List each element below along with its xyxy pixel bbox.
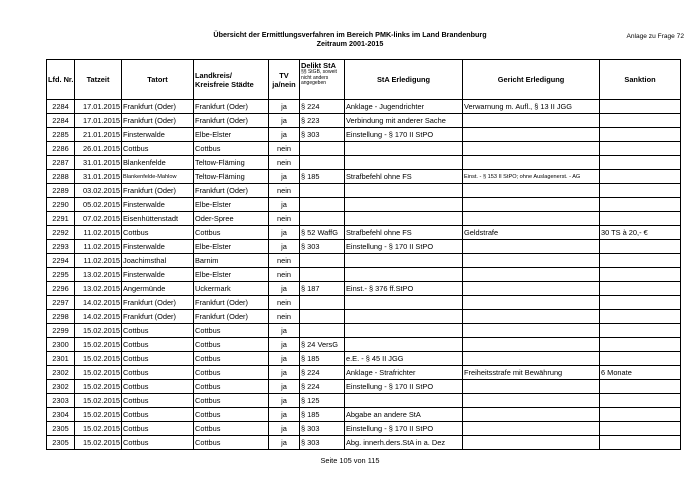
cell-tatzeit: 31.01.2015 [75,156,122,170]
cell-sanktion [600,100,681,114]
cell-tatort: Eisenhüttenstadt [122,212,194,226]
cell-nr: 2304 [47,408,75,422]
cell-delikt: § 224 [300,100,345,114]
cell-tatzeit: 17.01.2015 [75,114,122,128]
cell-delikt: § 303 [300,240,345,254]
table-row [47,408,681,422]
cell-landkreis: Frankfurt (Oder) [194,114,269,128]
cell-landkreis: Oder-Spree [194,212,269,226]
cell-delikt: § 224 [300,366,345,380]
cell-nr: 2300 [47,338,75,352]
cell-gericht-erledigung: Freiheitsstrafe mit Bewährung [463,366,600,380]
cell-sta-erledigung: Einstellung - § 170 II StPO [345,422,463,436]
cell-delikt: § 223 [300,114,345,128]
cell-gericht-erledigung [463,380,600,394]
cell-nr: 2302 [47,380,75,394]
cell-delikt [300,184,345,198]
cell-sta-erledigung: e.E. - § 45 II JGG [345,352,463,366]
cell-sanktion [600,128,681,142]
cell-landkreis: Cottbus [194,142,269,156]
cell-gericht-erledigung [463,156,600,170]
cell-gericht-erledigung [463,198,600,212]
cell-tatzeit: 15.02.2015 [75,366,122,380]
cell-tatort: Cottbus [122,142,194,156]
table-row [47,142,681,156]
cell-tatort: Cottbus [122,338,194,352]
cell-landkreis: Cottbus [194,380,269,394]
cell-landkreis: Cottbus [194,394,269,408]
cell-tatort: Cottbus [122,366,194,380]
cell-tv: ja [269,352,300,366]
table-row [47,338,681,352]
cell-delikt: § 185 [300,352,345,366]
cell-gericht-erledigung [463,240,600,254]
cell-sanktion [600,394,681,408]
cell-delikt: § 303 [300,128,345,142]
cell-nr: 2286 [47,142,75,156]
col-header-tatort: Tatort [122,60,194,100]
table-row [47,366,681,380]
cell-sanktion: 6 Monate [600,366,681,380]
cell-sta-erledigung [345,156,463,170]
cell-tatort: Cottbus [122,380,194,394]
cell-landkreis: Elbe-Elster [194,128,269,142]
cell-gericht-erledigung [463,114,600,128]
cell-tv: ja [269,198,300,212]
cell-tatzeit: 11.02.2015 [75,226,122,240]
cell-tatort: Frankfurt (Oder) [122,310,194,324]
table-row [47,324,681,338]
cell-tatzeit: 05.02.2015 [75,198,122,212]
cell-landkreis: Elbe-Elster [194,198,269,212]
cell-landkreis: Cottbus [194,366,269,380]
table-body [47,100,681,450]
cell-delikt [300,268,345,282]
cell-sanktion [600,352,681,366]
cell-nr: 2303 [47,394,75,408]
cell-tv: ja [269,324,300,338]
cell-tatzeit: 17.01.2015 [75,100,122,114]
table-row [47,296,681,310]
cell-sta-erledigung: Anklage - Strafrichter [345,366,463,380]
cell-delikt: § 52 WaffG [300,226,345,240]
title-line-1: Übersicht der Ermittlungsverfahren im Bereich PMK-links im Land Brandenburg [213,30,487,39]
cell-delikt: § 303 [300,436,345,450]
annex-note: Anlage zu Frage 72 [626,33,684,40]
cell-tatzeit: 15.02.2015 [75,380,122,394]
table-row [47,170,681,184]
cell-tatzeit: 14.02.2015 [75,296,122,310]
cell-tv: ja [269,380,300,394]
cell-tatzeit: 31.01.2015 [75,170,122,184]
cell-sta-erledigung: Abg. innerh.ders.StA in a. Dez [345,436,463,450]
table-row [47,436,681,450]
cell-landkreis: Uckermark [194,282,269,296]
cell-sta-erledigung: Anklage - Jugendrichter [345,100,463,114]
cell-sanktion: 30 TS à 20,- € [600,226,681,240]
cell-delikt [300,156,345,170]
table-row [47,352,681,366]
cell-delikt: § 303 [300,422,345,436]
cell-tatzeit: 14.02.2015 [75,310,122,324]
cell-tv: ja [269,366,300,380]
cell-gericht-erledigung [463,184,600,198]
table-row [47,184,681,198]
cell-nr: 2284 [47,114,75,128]
cell-sta-erledigung: Einstellung - § 170 II StPO [345,128,463,142]
cell-tatzeit: 15.02.2015 [75,422,122,436]
cell-sanktion [600,296,681,310]
cell-tv: ja [269,128,300,142]
cell-nr: 2305 [47,422,75,436]
cell-delikt [300,296,345,310]
cell-tatort: Cottbus [122,324,194,338]
table-row [47,268,681,282]
cell-tatort: Frankfurt (Oder) [122,184,194,198]
cell-landkreis: Frankfurt (Oder) [194,100,269,114]
cell-tatort: Frankfurt (Oder) [122,114,194,128]
cell-sta-erledigung [345,310,463,324]
cell-tatzeit: 21.01.2015 [75,128,122,142]
cell-tv: ja [269,114,300,128]
cell-delikt [300,142,345,156]
col-header-tv: TV ja/nein [269,60,300,100]
cell-tatzeit: 15.02.2015 [75,352,122,366]
cell-sta-erledigung: Einst.- § 376 ff.StPO [345,282,463,296]
page-number: Seite 105 von 115 [320,456,380,465]
table-row [47,226,681,240]
cell-sta-erledigung: Einstellung - § 170 II StPO [345,380,463,394]
title-line-2: Zeitraum 2001-2015 [316,39,384,48]
cell-sta-erledigung: Strafbefehl ohne FS [345,226,463,240]
cell-nr: 2289 [47,184,75,198]
cell-tv: nein [269,268,300,282]
cell-gericht-erledigung [463,128,600,142]
cell-delikt: § 185 [300,170,345,184]
cell-nr: 2301 [47,352,75,366]
cell-nr: 2296 [47,282,75,296]
cell-sta-erledigung [345,198,463,212]
cell-landkreis: Teltow-Fläming [194,156,269,170]
cell-tv: nein [269,156,300,170]
cell-sta-erledigung [345,296,463,310]
cell-delikt [300,212,345,226]
proceedings-table [46,59,681,450]
col-header-delikt: Delikt StA §§ StGB, soweit nicht anders angegeben [300,60,345,100]
cell-landkreis: Frankfurt (Oder) [194,310,269,324]
cell-sanktion [600,408,681,422]
cell-tatzeit: 03.02.2015 [75,184,122,198]
table-row [47,310,681,324]
cell-landkreis: Barnim [194,254,269,268]
cell-nr: 2297 [47,296,75,310]
cell-sanktion [600,338,681,352]
cell-gericht-erledigung [463,254,600,268]
cell-tatzeit: 15.02.2015 [75,338,122,352]
table-row [47,254,681,268]
cell-tv: nein [269,142,300,156]
cell-landkreis: Elbe-Elster [194,240,269,254]
cell-tv: ja [269,422,300,436]
cell-tatort: Angermünde [122,282,194,296]
cell-tatzeit: 13.02.2015 [75,282,122,296]
cell-sanktion [600,324,681,338]
cell-tatzeit: 13.02.2015 [75,268,122,282]
cell-tatzeit: 26.01.2015 [75,142,122,156]
col-header-landkreis: Landkreis/ Kreisfreie Städte [194,60,269,100]
cell-nr: 2298 [47,310,75,324]
cell-nr: 2299 [47,324,75,338]
cell-gericht-erledigung [463,324,600,338]
cell-tatzeit: 11.02.2015 [75,254,122,268]
cell-sta-erledigung [345,212,463,226]
cell-gericht-erledigung [463,268,600,282]
cell-tatort: Blankenfelde-Mahlow [122,170,194,184]
cell-gericht-erledigung [463,212,600,226]
cell-sanktion [600,198,681,212]
cell-tv: ja [269,170,300,184]
cell-gericht-erledigung [463,436,600,450]
cell-sanktion [600,170,681,184]
cell-nr: 2290 [47,198,75,212]
cell-nr: 2295 [47,268,75,282]
cell-nr: 2285 [47,128,75,142]
col-header-gericht: Gericht Erledigung [463,60,600,100]
cell-tv: nein [269,184,300,198]
cell-sanktion [600,156,681,170]
col-header-tatzeit: Tatzeit [75,60,122,100]
cell-tatort: Cottbus [122,422,194,436]
cell-tatzeit: 07.02.2015 [75,212,122,226]
cell-sanktion [600,310,681,324]
cell-sta-erledigung [345,268,463,282]
cell-delikt [300,198,345,212]
cell-tv: ja [269,338,300,352]
cell-sanktion [600,282,681,296]
cell-tv: nein [269,254,300,268]
cell-gericht-erledigung [463,296,600,310]
cell-landkreis: Cottbus [194,352,269,366]
cell-nr: 2288 [47,170,75,184]
cell-sta-erledigung [345,254,463,268]
cell-landkreis: Cottbus [194,226,269,240]
cell-gericht-erledigung [463,310,600,324]
cell-tv: nein [269,212,300,226]
table-row [47,240,681,254]
cell-sanktion [600,212,681,226]
cell-gericht-erledigung: Verwarnung m. Aufl., § 13 II JGG [463,100,600,114]
cell-sta-erledigung [345,142,463,156]
cell-nr: 2287 [47,156,75,170]
cell-nr: 2292 [47,226,75,240]
cell-nr: 2294 [47,254,75,268]
cell-sanktion [600,422,681,436]
cell-tatort: Blankenfelde [122,156,194,170]
cell-sanktion [600,254,681,268]
cell-tatort: Finsterwalde [122,128,194,142]
cell-tatort: Joachimsthal [122,254,194,268]
cell-tv: ja [269,240,300,254]
cell-gericht-erledigung: Geldstrafe [463,226,600,240]
cell-gericht-erledigung [463,422,600,436]
table-row [47,422,681,436]
cell-nr: 2305 [47,436,75,450]
cell-sta-erledigung: Strafbefehl ohne FS [345,170,463,184]
cell-tatzeit: 15.02.2015 [75,408,122,422]
cell-sanktion [600,184,681,198]
cell-tv: ja [269,226,300,240]
cell-landkreis: Frankfurt (Oder) [194,184,269,198]
cell-gericht-erledigung [463,142,600,156]
cell-tatzeit: 11.02.2015 [75,240,122,254]
col-header-sanktion: Sanktion [600,60,681,100]
cell-sta-erledigung [345,324,463,338]
cell-sanktion [600,240,681,254]
cell-delikt: § 187 [300,282,345,296]
cell-tatort: Frankfurt (Oder) [122,296,194,310]
cell-landkreis: Frankfurt (Oder) [194,296,269,310]
cell-delikt: § 24 VersG [300,338,345,352]
table-row [47,198,681,212]
cell-nr: 2284 [47,100,75,114]
cell-sanktion [600,268,681,282]
cell-tv: ja [269,282,300,296]
cell-delikt: § 224 [300,380,345,394]
table-row [47,100,681,114]
cell-tatzeit: 15.02.2015 [75,436,122,450]
cell-nr: 2293 [47,240,75,254]
cell-sanktion [600,114,681,128]
cell-landkreis: Cottbus [194,324,269,338]
cell-tatort: Cottbus [122,436,194,450]
cell-tv: nein [269,310,300,324]
cell-gericht-erledigung [463,408,600,422]
cell-tatort: Frankfurt (Oder) [122,100,194,114]
cell-tatort: Cottbus [122,352,194,366]
cell-gericht-erledigung [463,394,600,408]
cell-gericht-erledigung [463,352,600,366]
cell-sta-erledigung: Verbindung mit anderer Sache [345,114,463,128]
cell-tv: ja [269,100,300,114]
cell-sta-erledigung: Einstellung - § 170 II StPO [345,240,463,254]
cell-delikt [300,310,345,324]
table-row [47,380,681,394]
cell-tatort: Cottbus [122,226,194,240]
col-header-sta: StA Erledigung [345,60,463,100]
cell-tv: ja [269,394,300,408]
table-row [47,128,681,142]
cell-landkreis: Cottbus [194,436,269,450]
cell-tatort: Finsterwalde [122,268,194,282]
table-header-row [47,60,681,100]
cell-gericht-erledigung [463,282,600,296]
cell-landkreis: Teltow-Fläming [194,170,269,184]
cell-delikt: § 125 [300,394,345,408]
cell-sanktion [600,142,681,156]
cell-sta-erledigung [345,338,463,352]
cell-sanktion [600,436,681,450]
table-row [47,394,681,408]
cell-sta-erledigung [345,394,463,408]
cell-gericht-erledigung: Einst. - § 153 II StPO; ohne Auslagenerst. - AG [463,170,600,184]
cell-tatort: Cottbus [122,394,194,408]
cell-gericht-erledigung [463,338,600,352]
cell-sta-erledigung: Abgabe an andere StA [345,408,463,422]
cell-tatzeit: 15.02.2015 [75,324,122,338]
cell-landkreis: Elbe-Elster [194,268,269,282]
cell-tatort: Finsterwalde [122,198,194,212]
table-row [47,212,681,226]
cell-nr: 2291 [47,212,75,226]
cell-tv: nein [269,296,300,310]
cell-tatort: Cottbus [122,408,194,422]
col-header-nr: Lfd. Nr. [47,60,75,100]
document-title [150,30,550,48]
cell-sta-erledigung [345,184,463,198]
cell-delikt [300,324,345,338]
cell-tv: ja [269,408,300,422]
cell-nr: 2302 [47,366,75,380]
cell-landkreis: Cottbus [194,338,269,352]
cell-landkreis: Cottbus [194,408,269,422]
cell-tatzeit: 15.02.2015 [75,394,122,408]
cell-tv: ja [269,436,300,450]
cell-sanktion [600,380,681,394]
table-row [47,156,681,170]
table-row [47,282,681,296]
cell-tatort: Finsterwalde [122,240,194,254]
cell-delikt: § 185 [300,408,345,422]
cell-landkreis: Cottbus [194,422,269,436]
cell-delikt [300,254,345,268]
table-row [47,114,681,128]
